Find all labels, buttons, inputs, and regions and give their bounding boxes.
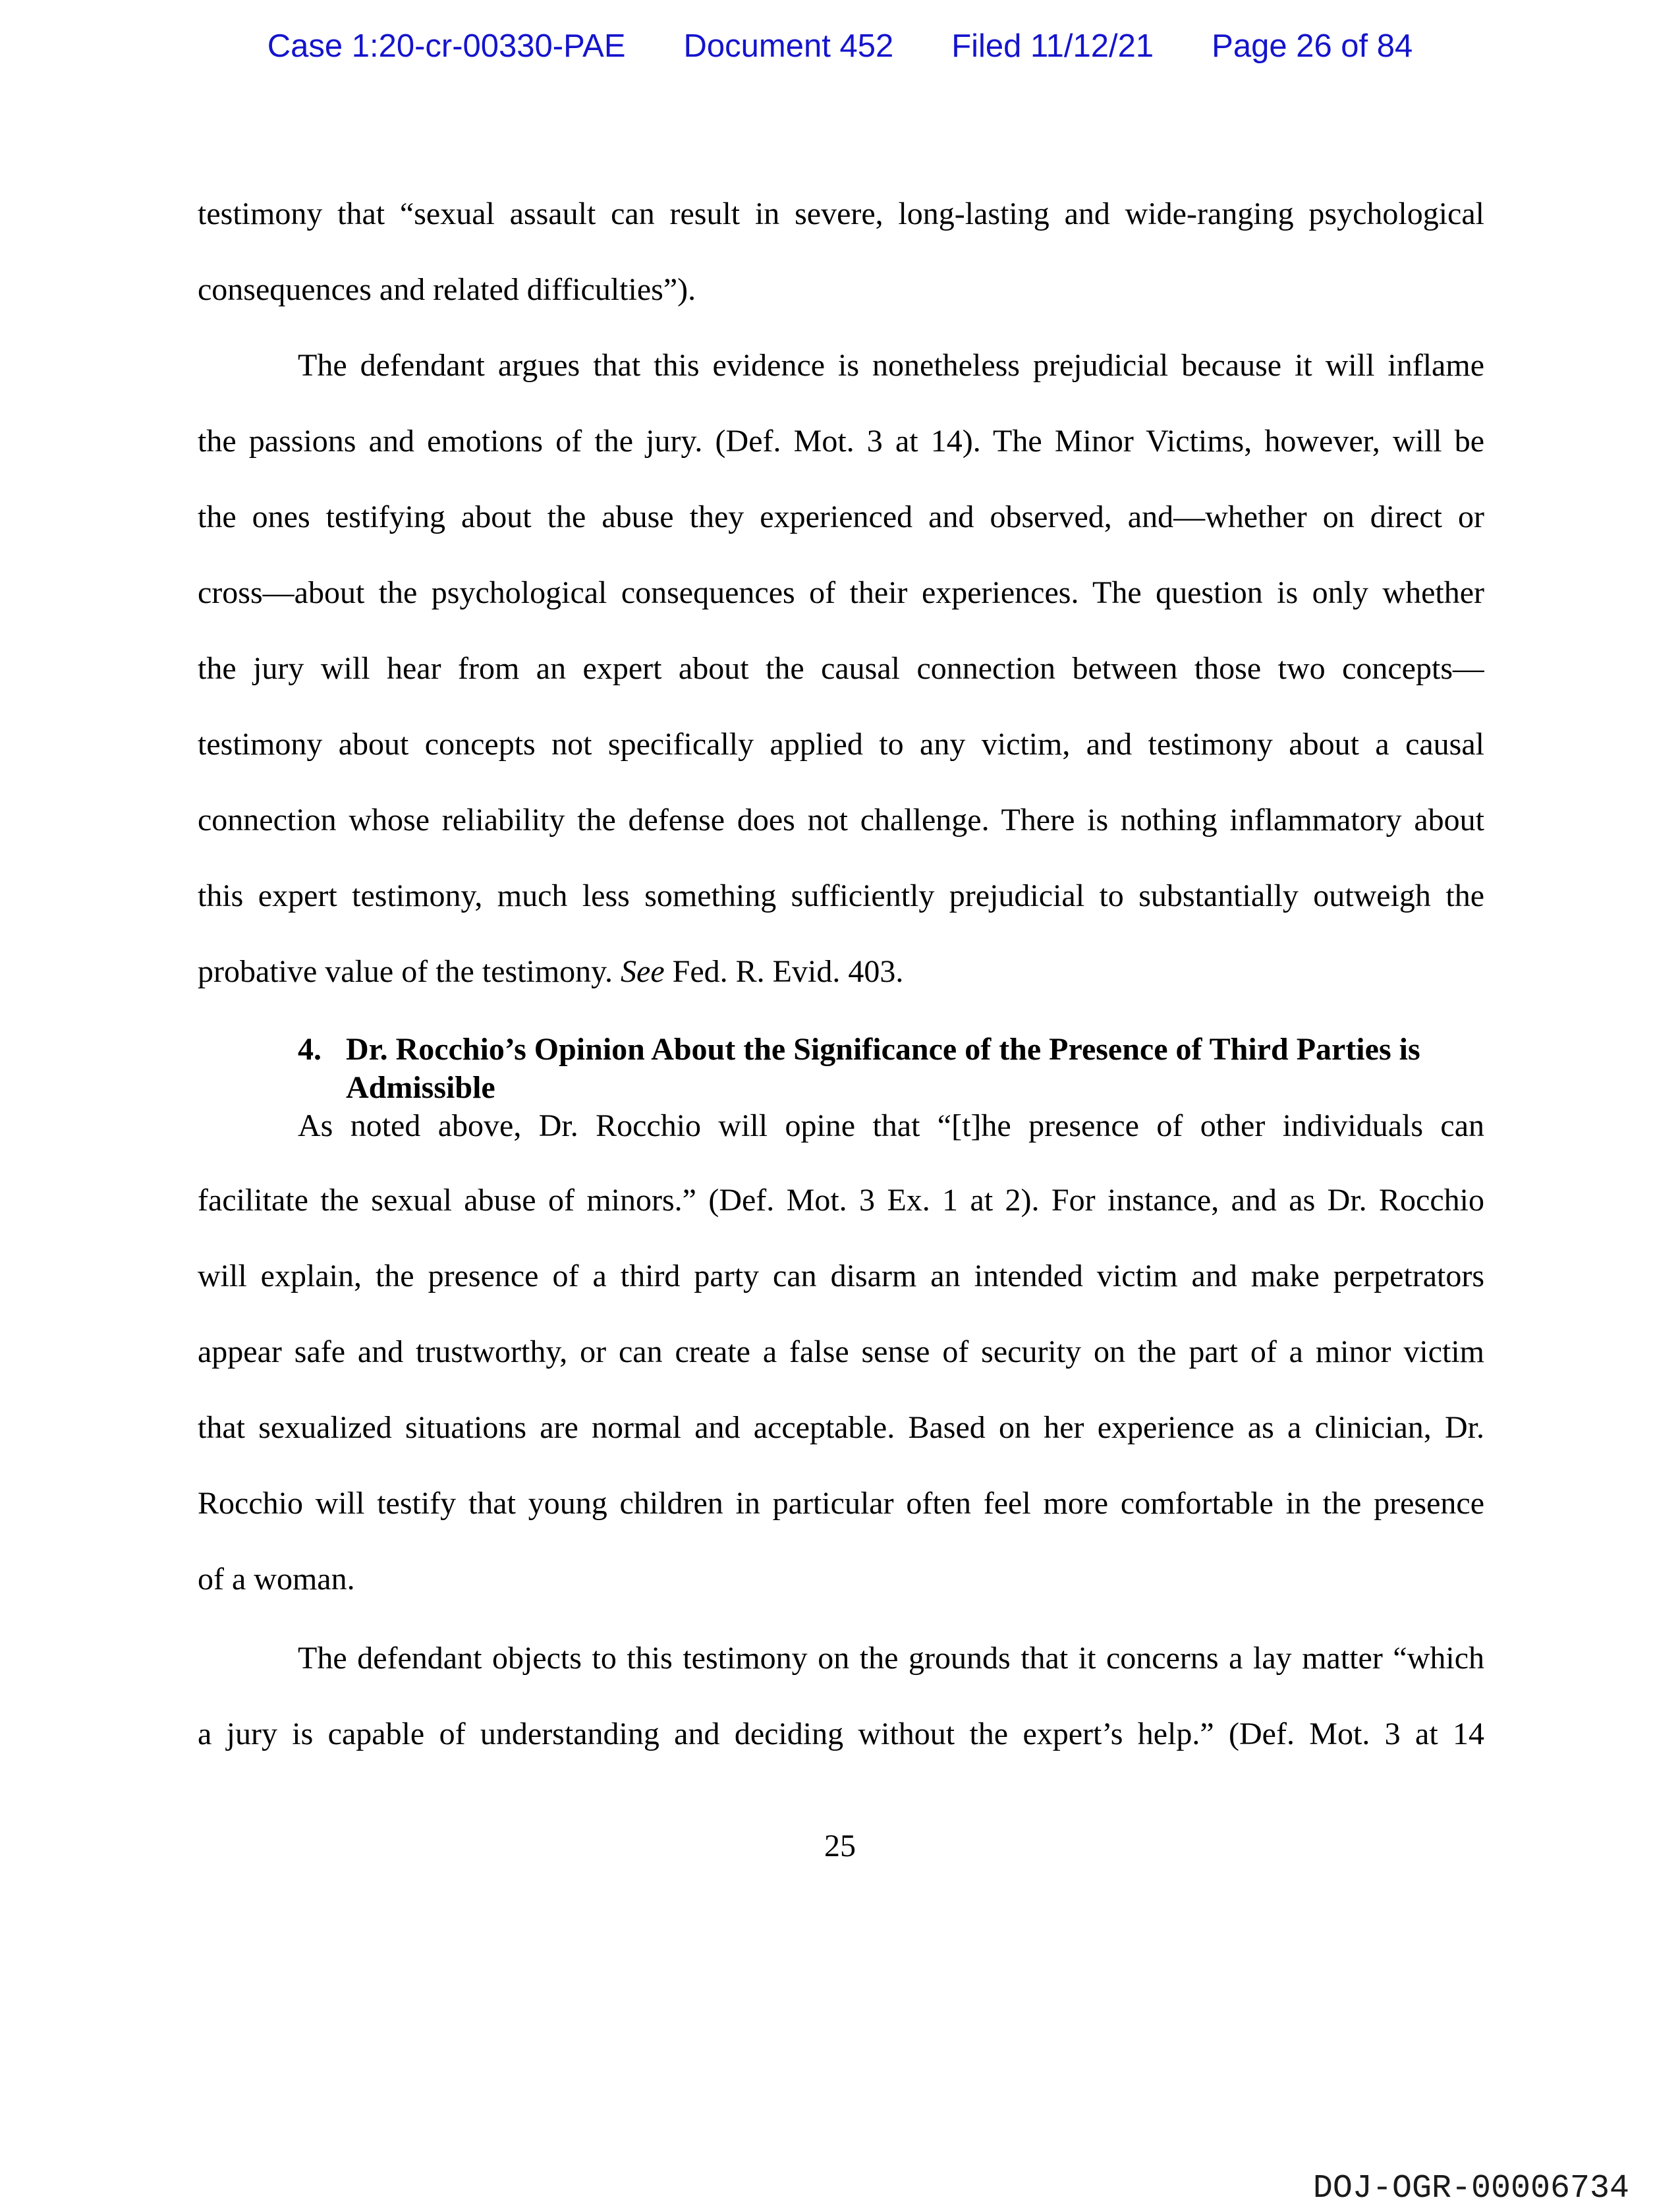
text-line: testimony that “sexual assault can result in severe, long-lasting and wide-ranging psychological — [198, 196, 1484, 231]
section-heading-4-text: Admissible — [346, 1070, 495, 1105]
stamp-case-number: Case 1:20-cr-00330-PAE — [267, 28, 626, 64]
section-heading-4-line-1 — [198, 1031, 1484, 1069]
stamp-filed-date: Filed 11/12/21 — [951, 28, 1154, 64]
text-line: the jury will hear from an expert about the causal connection between those two concepts— — [198, 651, 1484, 686]
text-segment: probative value of the testimony. — [198, 954, 621, 989]
page-number: 25 — [824, 1829, 856, 1863]
paragraph-continuation — [198, 176, 1484, 327]
stamp-document-number: Document 452 — [683, 28, 894, 64]
text-line: a jury is capable of understanding and deciding without the expert’s help.” (Def. Mot. 3 at 14 — [198, 1716, 1484, 1751]
text-line: of a woman. — [198, 1562, 355, 1597]
text-line: this expert testimony, much less something sufficiently prejudicial to substantially outweigh the — [198, 878, 1484, 913]
text-line: facilitate the sexual abuse of minors.” (Def. Mot. 3 Ex. 1 at 2). For instance, and as Dr. Rocchio — [198, 1183, 1484, 1218]
bates-number: DOJ-OGR-00006734 — [1312, 2170, 1629, 2207]
text-line: The defendant argues that this evidence is nonetheless prejudicial because it will inflame — [298, 348, 1484, 383]
text-line: the passions and emotions of the jury. (Def. Mot. 3 at 14). The Minor Victims, however, will be — [198, 424, 1484, 459]
document-body — [198, 176, 1484, 1772]
section-heading-4-line-2 — [198, 1069, 1484, 1107]
text-line: the ones testifying about the abuse they experienced and observed, and—whether on direct or — [198, 499, 1484, 534]
text-line: testimony about concepts not specifically applied to any victim, and testimony about a causal — [198, 727, 1484, 762]
paragraph-as-noted — [198, 1107, 1484, 1617]
text-line: cross—about the psychological consequences of their experiences. The question is only whether — [198, 575, 1484, 610]
text-line: As noted above, Dr. Rocchio will opine that “[t]he presence of other individuals can — [298, 1108, 1484, 1143]
section-heading-4-number: 4. — [298, 1032, 322, 1067]
section-heading-4-text: Dr. Rocchio’s Opinion About the Significance of the Presence of Third Parties is — [346, 1032, 1420, 1067]
text-line: appear safe and trustworthy, or can create a false sense of security on the part of a minor victim — [198, 1334, 1484, 1369]
text-line — [198, 934, 1484, 1009]
paragraph-defendant-argues-lines — [198, 327, 1484, 934]
text-segment: Fed. R. Evid. 403. — [664, 954, 904, 989]
text-line: connection whose reliability the defense does not challenge. There is nothing inflammatory about — [198, 803, 1484, 837]
ecf-header-stamp — [0, 29, 1680, 65]
paragraph-as-noted-lines — [198, 1162, 1484, 1541]
paragraph-defendant-objects — [198, 1620, 1484, 1772]
italic-citation-signal: See — [621, 954, 665, 989]
text-line: will explain, the presence of a third party can disarm an intended victim and make perpetrators — [198, 1259, 1484, 1293]
stamp-page-info: Page 26 of 84 — [1212, 28, 1413, 64]
text-line: that sexualized situations are normal and acceptable. Based on her experience as a clinician, Dr. — [198, 1410, 1484, 1445]
text-line: consequences and related difficulties”). — [198, 272, 696, 307]
paragraph-defendant-argues — [198, 327, 1484, 1009]
text-line: Rocchio will testify that young children in particular often feel more comfortable in the presence — [198, 1486, 1484, 1521]
paragraph-continuation-lines — [198, 176, 1484, 252]
text-line: The defendant objects to this testimony on the grounds that it concerns a lay matter “which — [298, 1641, 1484, 1676]
